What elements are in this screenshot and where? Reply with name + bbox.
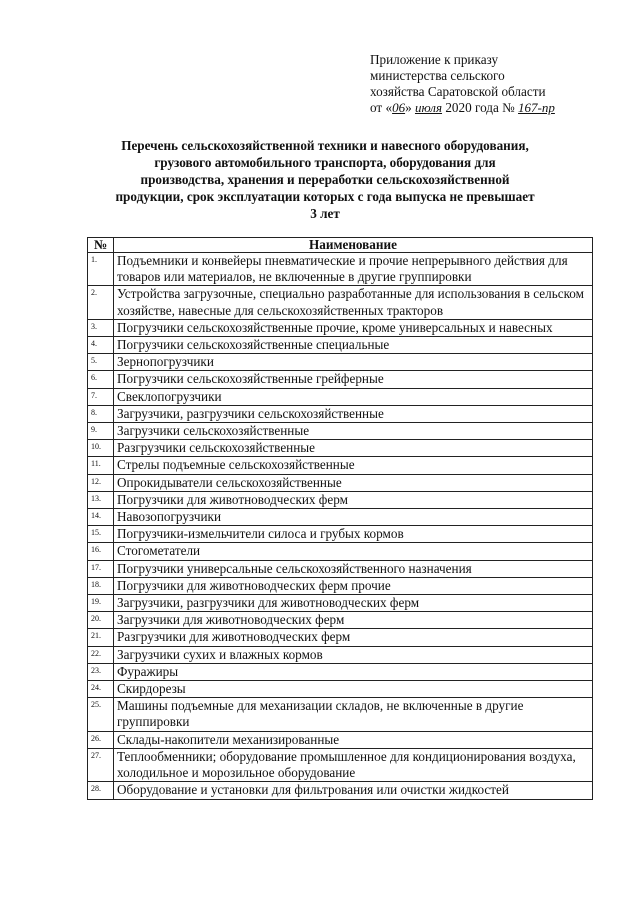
table-row: [88, 731, 593, 748]
row-number: 13.: [88, 491, 114, 508]
table-row: [88, 440, 593, 457]
row-name: Подъемники и конвейеры пневматические и прочие непрерывного действия для товаров или материалов, не включенные в другие группировки: [114, 253, 593, 286]
row-number: 7.: [88, 388, 114, 405]
table-row: [88, 354, 593, 371]
attachment-date-line: [370, 100, 630, 116]
table-row: [88, 748, 593, 781]
title-line-3: производства, хранения и переработки сельскохозяйственной: [140, 172, 510, 187]
table-row: [88, 474, 593, 491]
row-number: 15.: [88, 526, 114, 543]
row-name: Загрузчики для животноводческих ферм: [114, 612, 593, 629]
row-number: 3.: [88, 319, 114, 336]
row-name: Стогометатели: [114, 543, 593, 560]
table-row: [88, 405, 593, 422]
table-row: [88, 319, 593, 336]
row-name: Склады-накопители механизированные: [114, 731, 593, 748]
row-number: 23.: [88, 663, 114, 680]
date-year: 2020 года №: [445, 100, 515, 115]
date-day: 06: [392, 100, 406, 115]
row-number: 19.: [88, 595, 114, 612]
table-row: [88, 681, 593, 698]
table-row: [88, 491, 593, 508]
row-name: Загрузчики, разгрузчики для животноводческих ферм: [114, 595, 593, 612]
row-number: 8.: [88, 405, 114, 422]
row-number: 20.: [88, 612, 114, 629]
row-number: 28.: [88, 782, 114, 799]
row-number: 26.: [88, 731, 114, 748]
row-name: Скирдорезы: [114, 681, 593, 698]
table-row: [88, 509, 593, 526]
date-month: июля: [414, 100, 443, 115]
attachment-note: [370, 52, 630, 116]
row-number: 14.: [88, 509, 114, 526]
row-name: Зернопогрузчики: [114, 354, 593, 371]
row-number: 17.: [88, 560, 114, 577]
row-name: Погрузчики для животноводческих ферм: [114, 491, 593, 508]
date-sep: »: [405, 100, 412, 115]
row-name: Загрузчики сухих и влажных кормов: [114, 646, 593, 663]
equipment-table: [87, 237, 593, 800]
row-number: 21.: [88, 629, 114, 646]
table-row: [88, 423, 593, 440]
table-row: [88, 698, 593, 731]
row-name: Устройства загрузочные, специально разработанные для использования в сельском хозяйстве, навесные для сельскохозяйственных тракторов: [114, 286, 593, 319]
row-name: Машины подъемные для механизации складов, не включенные в другие группировки: [114, 698, 593, 731]
attachment-line-2: министерства сельского: [370, 68, 505, 83]
row-name: Разгрузчики сельскохозяйственные: [114, 440, 593, 457]
row-name: Загрузчики сельскохозяйственные: [114, 423, 593, 440]
row-number: 10.: [88, 440, 114, 457]
row-name: Погрузчики сельскохозяйственные специальные: [114, 337, 593, 354]
row-name: Навозопогрузчики: [114, 509, 593, 526]
row-name: Стрелы подъемные сельскохозяйственные: [114, 457, 593, 474]
row-number: 27.: [88, 748, 114, 781]
table-header-row: [88, 238, 593, 253]
row-name: Разгрузчики для животноводческих ферм: [114, 629, 593, 646]
table-row: [88, 457, 593, 474]
row-number: 2.: [88, 286, 114, 319]
table-row: [88, 371, 593, 388]
attachment-line-1: Приложение к приказу: [370, 52, 499, 67]
table-row: [88, 646, 593, 663]
table-row: [88, 595, 593, 612]
row-name: Погрузчики для животноводческих ферм прочие: [114, 577, 593, 594]
row-name: Свеклопогрузчики: [114, 388, 593, 405]
row-number: 24.: [88, 681, 114, 698]
table-row: [88, 782, 593, 799]
table-row: [88, 577, 593, 594]
table-row: [88, 560, 593, 577]
row-name: Погрузчики-измельчители силоса и грубых кормов: [114, 526, 593, 543]
title-line-1: Перечень сельскохозяйственной техники и навесного оборудования,: [121, 138, 529, 153]
row-name: Фуражиры: [114, 663, 593, 680]
date-prefix: от «: [370, 100, 393, 115]
row-number: 11.: [88, 457, 114, 474]
table-row: [88, 629, 593, 646]
row-name: Теплообменники; оборудование промышленное для кондиционирования воздуха, холодильное и морозильное оборудование: [114, 748, 593, 781]
row-number: 9.: [88, 423, 114, 440]
title-line-5: 3 лет: [310, 206, 340, 221]
row-number: 4.: [88, 337, 114, 354]
row-number: 6.: [88, 371, 114, 388]
table-row: [88, 337, 593, 354]
row-name: Погрузчики сельскохозяйственные грейферные: [114, 371, 593, 388]
title-line-4: продукции, срок эксплуатации которых с года выпуска не превышает: [115, 189, 535, 204]
row-number: 16.: [88, 543, 114, 560]
row-number: 25.: [88, 698, 114, 731]
table-row: [88, 663, 593, 680]
row-number: 1.: [88, 253, 114, 286]
row-number: 12.: [88, 474, 114, 491]
header-name: Наименование: [114, 238, 593, 253]
table-row: [88, 286, 593, 319]
attachment-line-3: хозяйства Саратовской области: [370, 84, 546, 99]
table-row: [88, 526, 593, 543]
row-name: Оборудование и установки для фильтрования или очистки жидкостей: [114, 782, 593, 799]
title-line-2: грузового автомобильного транспорта, оборудования для: [154, 155, 496, 170]
row-name: Погрузчики сельскохозяйственные прочие, кроме универсальных и навесных: [114, 319, 593, 336]
row-name: Опрокидыватели сельскохозяйственные: [114, 474, 593, 491]
header-num: №: [88, 238, 114, 253]
table-row: [88, 253, 593, 286]
document-title: [90, 137, 560, 222]
table-row: [88, 543, 593, 560]
row-number: 18.: [88, 577, 114, 594]
row-number: 5.: [88, 354, 114, 371]
row-number: 22.: [88, 646, 114, 663]
table-row: [88, 612, 593, 629]
row-name: Погрузчики универсальные сельскохозяйственного назначения: [114, 560, 593, 577]
row-name: Загрузчики, разгрузчики сельскохозяйственные: [114, 405, 593, 422]
table-row: [88, 388, 593, 405]
order-number: 167-пр: [518, 100, 555, 115]
